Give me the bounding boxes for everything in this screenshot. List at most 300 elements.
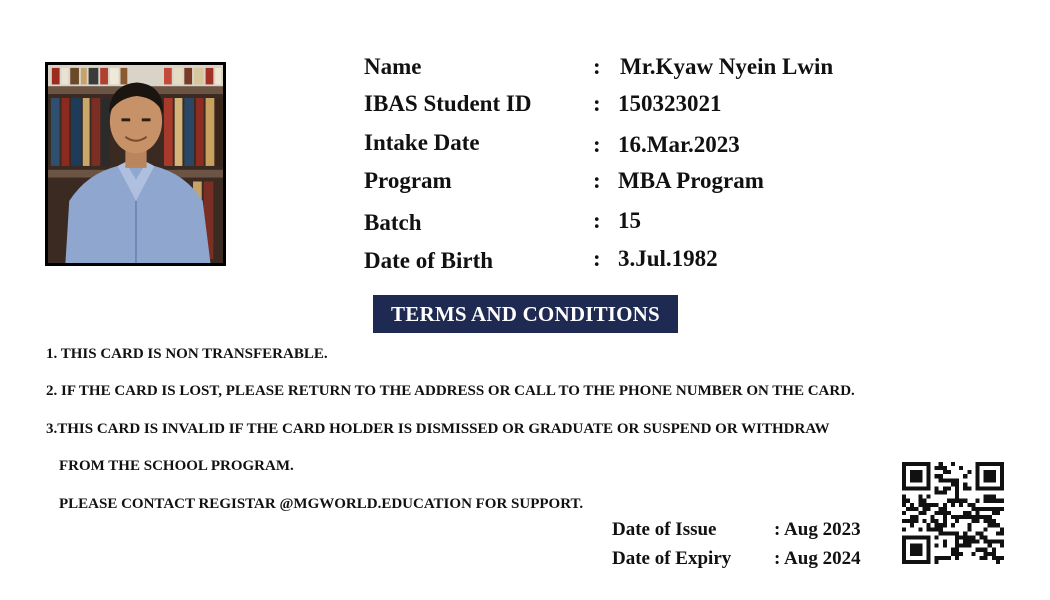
qr-module (975, 519, 979, 523)
qr-module (963, 474, 967, 478)
qr-module (963, 499, 967, 503)
qr-module (939, 556, 943, 560)
qr-module (902, 540, 906, 544)
qr-module (959, 552, 963, 556)
qr-module (906, 519, 910, 523)
qr-module (980, 486, 984, 490)
qr-module (918, 544, 922, 548)
qr-module (971, 540, 975, 544)
qr-module (996, 499, 1000, 503)
qr-module (951, 523, 955, 527)
qr-module (988, 544, 992, 548)
qr-module (926, 556, 930, 560)
qr-module (984, 515, 988, 519)
qr-module (996, 507, 1000, 511)
qr-module (943, 531, 947, 535)
qr-module (902, 560, 906, 564)
qr-module (988, 462, 992, 466)
qr-module (975, 531, 979, 535)
field-value: 15 (618, 208, 641, 233)
expiry-date-value: : Aug 2024 (774, 548, 861, 569)
qr-module (955, 552, 959, 556)
term-line-3: 3.THIS CARD IS INVALID IF THE CARD HOLDER IS DISMISSED OR GRADUATE OR SUSPEND OR WITHDRAW (46, 421, 830, 437)
qr-module (906, 535, 910, 539)
qr-module (980, 548, 984, 552)
qr-module (951, 515, 955, 519)
qr-module (975, 470, 979, 474)
qr-module (935, 486, 939, 490)
field-separator: : (593, 246, 601, 271)
field-separator: : (593, 54, 601, 79)
qr-module (914, 478, 918, 482)
qr-module (984, 470, 988, 474)
qr-module (1000, 486, 1004, 490)
student-photo (45, 62, 226, 266)
qr-module (988, 486, 992, 490)
qr-module (988, 474, 992, 478)
qr-module (947, 499, 951, 503)
qr-module (935, 544, 939, 548)
qr-module (926, 540, 930, 544)
qr-module (910, 523, 914, 527)
qr-module (922, 507, 926, 511)
qr-module (926, 474, 930, 478)
qr-module (963, 544, 967, 548)
qr-module (980, 462, 984, 466)
qr-module (918, 535, 922, 539)
qr-module (992, 519, 996, 523)
qr-module (910, 486, 914, 490)
qr-module (935, 523, 939, 527)
qr-module (922, 560, 926, 564)
qr-module (902, 499, 906, 503)
issue-date-label: Date of Issue (612, 519, 717, 540)
qr-module (1000, 482, 1004, 486)
qr-module (926, 552, 930, 556)
qr-module (947, 486, 951, 490)
qr-module (963, 482, 967, 486)
qr-module (906, 462, 910, 466)
qr-module (996, 486, 1000, 490)
field-label: Date of Birth (364, 248, 494, 273)
qr-module (984, 535, 988, 539)
qr-module (963, 540, 967, 544)
field-label: Intake Date (364, 130, 480, 155)
qr-module (980, 556, 984, 560)
qr-module (955, 486, 959, 490)
qr-module (902, 519, 906, 523)
qr-module (939, 478, 943, 482)
qr-module (988, 495, 992, 499)
qr-module (914, 519, 918, 523)
qr-module (1000, 470, 1004, 474)
qr-module (959, 503, 963, 507)
qr-module (926, 527, 930, 531)
field-separator: : (593, 168, 601, 193)
qr-module (955, 535, 959, 539)
qr-module (984, 507, 988, 511)
qr-module (939, 507, 943, 511)
qr-module (906, 499, 910, 503)
qr-module (914, 544, 918, 548)
qr-module (955, 495, 959, 499)
field-value: 150323021 (618, 91, 722, 116)
qr-module (951, 499, 955, 503)
qr-module (935, 535, 939, 539)
qr-module (988, 499, 992, 503)
qr-module (996, 523, 1000, 527)
qr-module (963, 486, 967, 490)
term-line-1: 1. THIS CARD IS NON TRANSFERABLE. (46, 346, 328, 362)
qr-module (992, 540, 996, 544)
qr-module (984, 478, 988, 482)
qr-module (914, 470, 918, 474)
qr-module (918, 560, 922, 564)
qr-module (918, 486, 922, 490)
qr-module (971, 507, 975, 511)
qr-module (967, 503, 971, 507)
qr-module (910, 515, 914, 519)
qr-module (984, 495, 988, 499)
qr-module (943, 466, 947, 470)
qr-module (926, 548, 930, 552)
qr-module (918, 499, 922, 503)
qr-module (955, 499, 959, 503)
qr-module (975, 486, 979, 490)
qr-module (922, 511, 926, 515)
qr-module (935, 466, 939, 470)
qr-module (943, 486, 947, 490)
field-value: MBA Program (618, 168, 764, 193)
qr-module (996, 511, 1000, 515)
qr-module (967, 486, 971, 490)
qr-module (926, 486, 930, 490)
qr-code-icon (902, 462, 1004, 564)
qr-module (1000, 544, 1004, 548)
qr-module (918, 462, 922, 466)
qr-module (931, 503, 935, 507)
qr-module (992, 486, 996, 490)
qr-module (971, 535, 975, 539)
qr-module (902, 482, 906, 486)
term-line-3-continued: FROM THE SCHOOL PROGRAM. (59, 458, 294, 474)
qr-module (988, 523, 992, 527)
qr-module (902, 462, 906, 466)
qr-module (992, 507, 996, 511)
qr-module (963, 531, 967, 535)
qr-module (992, 462, 996, 466)
qr-module (984, 540, 988, 544)
qr-module (984, 462, 988, 466)
qr-module (918, 503, 922, 507)
qr-module (975, 462, 979, 466)
qr-module (988, 470, 992, 474)
qr-module (931, 515, 935, 519)
qr-module (984, 527, 988, 531)
qr-module (947, 478, 951, 482)
qr-module (902, 495, 906, 499)
qr-module (926, 507, 930, 511)
qr-module (992, 523, 996, 527)
qr-module (988, 478, 992, 482)
qr-module (967, 527, 971, 531)
qr-module (902, 544, 906, 548)
qr-module (931, 527, 935, 531)
qr-module (902, 474, 906, 478)
qr-module (926, 495, 930, 499)
qr-module (975, 482, 979, 486)
qr-module (902, 486, 906, 490)
qr-module (955, 478, 959, 482)
qr-module (922, 535, 926, 539)
qr-module (955, 544, 959, 548)
qr-module (918, 474, 922, 478)
field-value: Mr.Kyaw Nyein Lwin (620, 54, 834, 79)
qr-module (951, 531, 955, 535)
qr-module (963, 515, 967, 519)
qr-module (943, 519, 947, 523)
qr-module (926, 482, 930, 486)
qr-module (943, 511, 947, 515)
qr-module (992, 470, 996, 474)
qr-module (992, 552, 996, 556)
qr-module (922, 519, 926, 523)
qr-module (943, 544, 947, 548)
qr-module (931, 519, 935, 523)
qr-module (910, 519, 914, 523)
qr-module (967, 515, 971, 519)
qr-module (955, 519, 959, 523)
qr-module (914, 552, 918, 556)
qr-module (951, 503, 955, 507)
qr-module (935, 560, 939, 564)
qr-module (980, 535, 984, 539)
qr-module (914, 486, 918, 490)
qr-module (967, 540, 971, 544)
qr-module (967, 544, 971, 548)
qr-module (996, 462, 1000, 466)
field-separator: : (593, 132, 601, 157)
qr-module (988, 519, 992, 523)
qr-module (910, 544, 914, 548)
qr-module (992, 499, 996, 503)
qr-module (951, 482, 955, 486)
qr-module (971, 515, 975, 519)
qr-module (943, 478, 947, 482)
terms-title: TERMS AND CONDITIONS (373, 295, 678, 333)
qr-module (910, 507, 914, 511)
qr-module (975, 499, 979, 503)
qr-module (926, 503, 930, 507)
qr-module (922, 486, 926, 490)
field-value: 3.Jul.1982 (618, 246, 718, 271)
qr-module (967, 511, 971, 515)
qr-module (910, 462, 914, 466)
qr-module (939, 474, 943, 478)
qr-module (910, 474, 914, 478)
qr-module (935, 503, 939, 507)
qr-module (918, 552, 922, 556)
qr-module (926, 535, 930, 539)
qr-module (914, 515, 918, 519)
qr-module (943, 515, 947, 519)
qr-module (951, 462, 955, 466)
qr-module (939, 527, 943, 531)
qr-module (971, 519, 975, 523)
qr-module (914, 507, 918, 511)
qr-module (935, 474, 939, 478)
qr-module (951, 478, 955, 482)
qr-module (984, 499, 988, 503)
qr-module (1000, 507, 1004, 511)
qr-module (951, 552, 955, 556)
qr-module (926, 544, 930, 548)
qr-module (943, 507, 947, 511)
qr-module (967, 535, 971, 539)
qr-module (902, 478, 906, 482)
qr-module (984, 474, 988, 478)
qr-module (975, 507, 979, 511)
qr-module (902, 466, 906, 470)
qr-module (902, 556, 906, 560)
qr-module (918, 478, 922, 482)
qr-module (902, 503, 906, 507)
qr-module (967, 470, 971, 474)
qr-module (980, 515, 984, 519)
qr-module (1000, 478, 1004, 482)
qr-module (1000, 556, 1004, 560)
qr-module (918, 511, 922, 515)
qr-module (918, 495, 922, 499)
qr-module (939, 511, 943, 515)
qr-module (984, 556, 988, 560)
field-separator: : (593, 208, 601, 233)
qr-module (935, 519, 939, 523)
term-line-2: 2. IF THE CARD IS LOST, PLEASE RETURN TO THE ADDRESS OR CALL TO THE PHONE NUMBER ON THE CARD. (46, 383, 855, 399)
qr-module (959, 544, 963, 548)
field-value: 16.Mar.2023 (618, 132, 740, 157)
qr-module (971, 552, 975, 556)
qr-module (996, 560, 1000, 564)
qr-code-graphic (902, 462, 1004, 564)
qr-module (939, 466, 943, 470)
qr-module (935, 511, 939, 515)
qr-module (926, 470, 930, 474)
qr-module (967, 523, 971, 527)
qr-module (943, 491, 947, 495)
qr-module (902, 527, 906, 531)
qr-module (951, 548, 955, 552)
qr-module (922, 462, 926, 466)
qr-module (939, 523, 943, 527)
field-label: Name (364, 54, 422, 79)
expiry-date-label: Date of Expiry (612, 548, 732, 569)
qr-module (959, 466, 963, 470)
qr-module (914, 560, 918, 564)
field-label: IBAS Student ID (364, 91, 532, 116)
qr-module (992, 511, 996, 515)
qr-module (902, 535, 906, 539)
qr-module (984, 552, 988, 556)
qr-module (918, 527, 922, 531)
qr-module (959, 515, 963, 519)
issue-date-value: : Aug 2023 (774, 519, 861, 540)
qr-module (992, 478, 996, 482)
qr-module (914, 462, 918, 466)
qr-module (955, 531, 959, 535)
qr-module (910, 503, 914, 507)
qr-module (975, 466, 979, 470)
qr-module (975, 515, 979, 519)
qr-module (955, 482, 959, 486)
qr-module (1000, 499, 1004, 503)
qr-module (980, 531, 984, 535)
qr-module (992, 495, 996, 499)
qr-module (955, 491, 959, 495)
qr-module (926, 462, 930, 466)
qr-module (955, 556, 959, 560)
qr-module (918, 548, 922, 552)
qr-module (1000, 462, 1004, 466)
qr-module (988, 507, 992, 511)
qr-module (914, 548, 918, 552)
qr-module (943, 503, 947, 507)
qr-module (935, 527, 939, 531)
qr-module (963, 511, 967, 515)
field-separator: : (593, 91, 601, 116)
qr-module (992, 556, 996, 560)
qr-module (996, 556, 1000, 560)
qr-module (963, 535, 967, 539)
qr-module (902, 511, 906, 515)
qr-module (988, 540, 992, 544)
qr-module (935, 556, 939, 560)
qr-module (955, 548, 959, 552)
qr-module (959, 499, 963, 503)
qr-module (943, 540, 947, 544)
qr-module (975, 478, 979, 482)
qr-module (943, 556, 947, 560)
qr-module (975, 474, 979, 478)
qr-module (947, 556, 951, 560)
qr-module (1000, 527, 1004, 531)
qr-module (910, 470, 914, 474)
qr-module (914, 474, 918, 478)
qr-module (955, 540, 959, 544)
qr-module (935, 491, 939, 495)
field-label: Program (364, 168, 452, 193)
qr-module (988, 515, 992, 519)
qr-module (943, 523, 947, 527)
qr-module (910, 552, 914, 556)
qr-module (992, 548, 996, 552)
qr-module (1000, 540, 1004, 544)
qr-module (975, 540, 979, 544)
qr-module (988, 552, 992, 556)
qr-module (926, 560, 930, 564)
qr-module (902, 552, 906, 556)
qr-module (984, 548, 988, 552)
qr-module (992, 474, 996, 478)
qr-module (980, 507, 984, 511)
qr-module (1000, 474, 1004, 478)
qr-module (922, 503, 926, 507)
qr-module (910, 560, 914, 564)
qr-module (906, 486, 910, 490)
qr-module (906, 560, 910, 564)
qr-module (926, 466, 930, 470)
qr-module (975, 511, 979, 515)
